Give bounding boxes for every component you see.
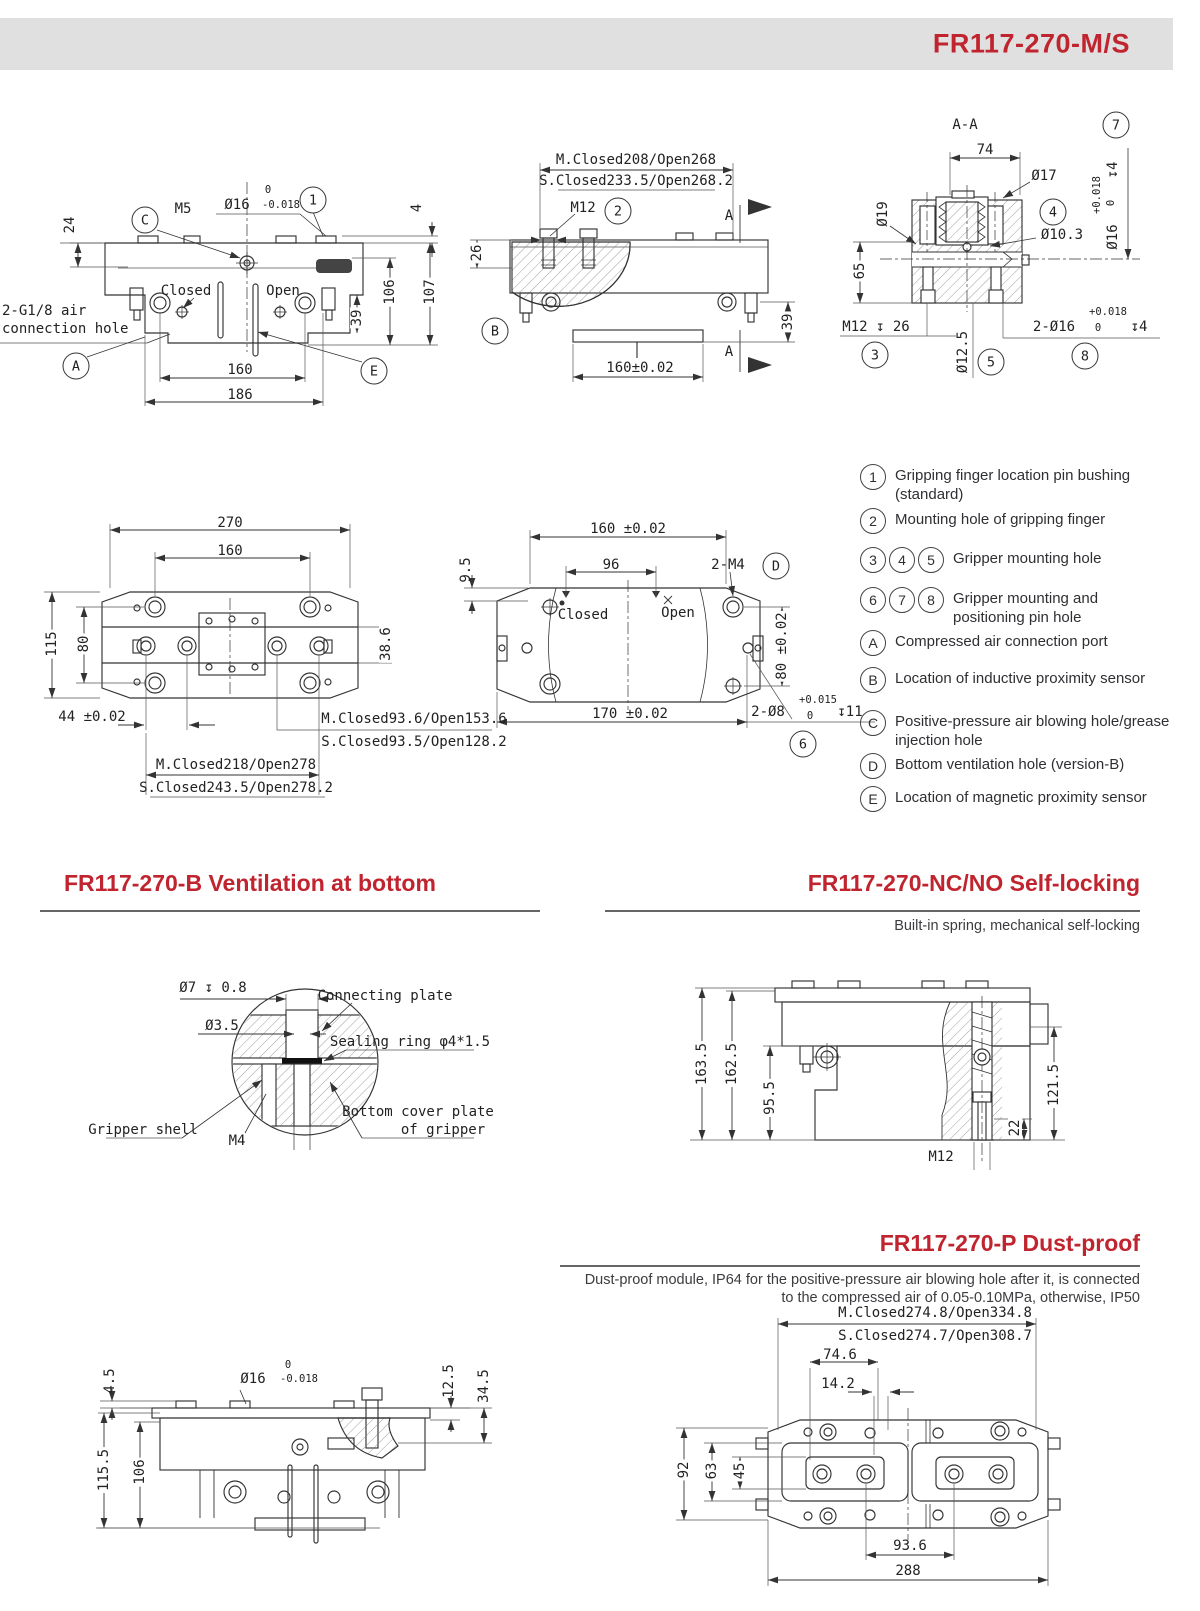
legend-badge: E: [860, 786, 886, 812]
dust-top-drawing: [676, 1318, 1060, 1586]
dim-186: 186: [227, 387, 253, 403]
vent-dia7-dim: Ø7 ↧ 0.8: [179, 980, 247, 996]
dp-dim-93-6: 93.6: [893, 1538, 927, 1554]
legend-item: [860, 630, 1172, 656]
section-a-bottom: A: [724, 344, 734, 360]
self-locking-subtitle: Built-in spring, mechanical self-locking: [894, 918, 1140, 934]
dim-38-6: 38.6: [378, 627, 394, 661]
pin-holes-dim: 2-Ø16: [1032, 319, 1076, 335]
dia19-dim: Ø19: [875, 201, 891, 227]
dim-22: 22: [1007, 1119, 1023, 1137]
legend-item: [860, 753, 1172, 779]
callout-3: 3: [862, 342, 889, 369]
legend-text: Location of inductive proximity sensor: [895, 670, 1146, 687]
legend-badge: D: [860, 753, 886, 779]
side-dim-39: 39: [780, 313, 796, 331]
dim-39: 39: [349, 309, 365, 327]
dp-dim-74-6: 74.6: [823, 1347, 857, 1363]
bv-dim-160: 160 ±0.02: [590, 521, 666, 537]
dim-162-5: 162.5: [724, 1042, 740, 1086]
side-dim-160: 160±0.02: [606, 360, 674, 376]
self-locking-rule: [605, 910, 1140, 912]
dim-26: 26: [469, 244, 485, 262]
tv-m-closed-fingers: M.Closed93.6/Open153.6: [321, 711, 507, 727]
gripper-shell-label: Gripper shell: [88, 1122, 198, 1138]
self-locking-title: FR117-270-NC/NO Self-locking: [807, 870, 1140, 896]
pin-tol-lower: 0: [1094, 321, 1102, 334]
dust-side-drawing: [96, 1388, 492, 1543]
dia8-tol-upper: +0.015: [799, 693, 837, 706]
dia8-tol-lower: 0: [806, 709, 814, 722]
self-locking-drawing: [690, 981, 1065, 1170]
dim-107: 107: [422, 279, 438, 305]
legend-badge: A: [860, 630, 886, 656]
connecting-plate-label: Connecting plate: [317, 988, 453, 1004]
callout-2: 2: [605, 198, 632, 225]
callout-1: 1: [300, 187, 327, 214]
sl-m12-label: M12: [928, 1149, 954, 1165]
dim-96: 96: [602, 557, 620, 573]
open-label: Open: [266, 283, 300, 299]
legend-item: [860, 508, 1172, 534]
section-title: A-A: [952, 117, 978, 133]
legend-item: [860, 464, 1172, 504]
legend-item: [860, 667, 1172, 693]
dp-s-closed: S.Closed274.7/Open308.7: [838, 1328, 1032, 1344]
vent-m4-label: M4: [228, 1133, 246, 1149]
legend-badge: 3: [860, 547, 886, 573]
legend-item: [860, 710, 1172, 750]
dim-95-5: 95.5: [762, 1081, 778, 1115]
section-view-drawing: [840, 148, 1160, 378]
sealing-ring-label: Sealing ring φ4*1.5: [329, 1034, 491, 1050]
two-dia8-dim: 2-Ø8: [751, 704, 785, 720]
dia16-tol-upper-side: +0.018: [1090, 176, 1103, 214]
m12-depth-dim: M12 ↧ 26: [842, 319, 910, 335]
bv-open-label: Open: [661, 605, 695, 621]
legend-badge: 7: [889, 587, 915, 613]
two-m4-dim: 2-M4: [711, 557, 745, 573]
legend-badge: 8: [918, 587, 944, 613]
dp-dim-34-5: 34.5: [476, 1369, 492, 1403]
callout-4: 4: [1040, 199, 1067, 226]
dia16-side: Ø16: [1105, 224, 1121, 250]
legend-item: [860, 786, 1172, 812]
page-title: FR117-270-M/S: [932, 28, 1130, 59]
tv-dim-160: 160: [217, 543, 243, 559]
dp-dim-106: 106: [132, 1459, 148, 1485]
dia16-tol-lower: -0.018: [262, 198, 300, 211]
dim-74: 74: [976, 142, 994, 158]
pin-tol-upper: +0.018: [1089, 305, 1127, 318]
vent-dia3-5-dim: Ø3.5: [205, 1018, 239, 1034]
bv-closed-label: Closed: [557, 607, 609, 623]
legend-badge: B: [860, 667, 886, 693]
callout-c: C: [132, 207, 159, 234]
dia10-3-dim: Ø10.3: [1040, 227, 1084, 243]
callout-7: 7: [1103, 112, 1130, 139]
callout-d: D: [763, 553, 790, 580]
dp-dim-4-5: 4.5: [102, 1368, 118, 1394]
dia16-tol-upper: 0: [264, 183, 272, 196]
dim-65: 65: [852, 262, 868, 280]
dia16-dim: Ø16: [224, 197, 250, 213]
dim-24: 24: [62, 216, 78, 234]
legend-item: [860, 547, 1172, 573]
bv-dim-80: 80 ±0.02: [774, 612, 790, 680]
legend-badge: C: [860, 710, 886, 736]
bottom-cover-label-line1: Bottom cover plate: [342, 1104, 494, 1120]
dia12-5-dim: Ø12.5: [955, 330, 971, 374]
dp-dim-115-5: 115.5: [96, 1448, 112, 1492]
bottom-cover-label-line2: of gripper: [400, 1122, 486, 1138]
dim-121-5: 121.5: [1046, 1063, 1062, 1107]
dust-proof-note-line2: to the compressed air of 0.05-0.10MPa, otherwise, IP50: [781, 1290, 1140, 1306]
callout-b: B: [482, 318, 509, 345]
legend: [860, 464, 1172, 812]
dim-80: 80: [76, 635, 92, 653]
air-note-line2: connection hole: [2, 321, 129, 337]
tv-m-closed-overall: M.Closed218/Open278: [155, 757, 317, 773]
thread-m5: M5: [174, 201, 192, 217]
legend-text: Gripper mounting and positioning pin hole: [953, 590, 1099, 626]
section-a-top: A: [724, 208, 734, 224]
legend-text: Gripping finger location pin bushing (standard): [895, 467, 1131, 503]
dp-dia16-tol-lower: -0.018: [280, 1372, 318, 1385]
legend-text: Mounting hole of gripping finger: [895, 511, 1106, 528]
legend-text: Bottom ventilation hole (version-B): [895, 756, 1125, 773]
legend-badge: 4: [889, 547, 915, 573]
callout-e: E: [361, 358, 388, 385]
dim-163-5: 163.5: [694, 1042, 710, 1086]
legend-text: Positive-pressure air blowing hole/grease injection hole: [895, 713, 1170, 749]
legend-text: Gripper mounting hole: [953, 550, 1102, 567]
ventilation-rule: [40, 910, 540, 912]
legend-text: Location of magnetic proximity sensor: [895, 789, 1147, 806]
tv-s-closed-overall: S.Closed243.5/Open278.2: [139, 780, 333, 796]
side-view-drawing: [470, 163, 795, 382]
dim-4: 4: [409, 203, 425, 213]
side-s-closed: S.Closed233.5/Open268.2: [539, 173, 733, 189]
callout-5: 5: [978, 349, 1005, 376]
ventilation-title: FR117-270-B Ventilation at bottom: [64, 870, 436, 896]
dust-proof-note-line1: Dust-proof module, IP64 for the positive-pressure air blowing hole after it, is connected: [584, 1272, 1140, 1288]
dp-dim-12-5: 12.5: [441, 1364, 457, 1398]
dp-m-closed: M.Closed274.8/Open334.8: [838, 1305, 1032, 1321]
pin-depth: ↧4: [1130, 319, 1148, 335]
dim-270: 270: [217, 515, 243, 531]
dp-dia16-tol-upper: 0: [284, 1358, 292, 1371]
dp-dim-63: 63: [704, 1462, 720, 1480]
legend-badge: 5: [918, 547, 944, 573]
dp-dim-288: 288: [895, 1563, 921, 1579]
dim-106: 106: [382, 279, 398, 305]
legend-item: [860, 587, 1172, 627]
legend-text: Compressed air connection port: [895, 633, 1108, 650]
dia16-tol-lower-side: 0: [1104, 199, 1117, 207]
dia17-dim: Ø17: [1031, 168, 1057, 184]
dp-dim-45: 45: [732, 1462, 748, 1480]
dp-dia16-dim: Ø16: [240, 1371, 266, 1387]
dp-dim-92: 92: [676, 1461, 692, 1479]
air-note-line1: 2-G1/8 air: [2, 303, 87, 319]
legend-badge: 6: [860, 587, 886, 613]
dim-160: 160: [227, 362, 253, 378]
legend-badge: 2: [860, 508, 886, 534]
side-m-closed: M.Closed208/Open268: [555, 152, 717, 168]
tv-s-closed-fingers: S.Closed93.5/Open128.2: [321, 734, 507, 750]
callout-6: 6: [790, 731, 817, 758]
legend-badge: 1: [860, 464, 886, 490]
depth-4-top: ↧4: [1105, 161, 1121, 179]
closed-label: Closed: [160, 283, 212, 299]
dim-115: 115: [44, 631, 60, 657]
side-m12: M12: [570, 200, 596, 216]
dim-9-5: 9.5: [458, 557, 474, 583]
dust-proof-title: FR117-270-P Dust-proof: [879, 1230, 1140, 1256]
callout-a: A: [63, 353, 90, 380]
callout-8: 8: [1072, 343, 1099, 370]
dim-170: 170 ±0.02: [592, 706, 668, 722]
dim-44: 44 ±0.02: [58, 709, 126, 725]
dp-dim-14-2: 14.2: [821, 1376, 855, 1392]
dust-proof-rule: [560, 1265, 1140, 1267]
dia8-depth: ↧11: [837, 704, 863, 720]
